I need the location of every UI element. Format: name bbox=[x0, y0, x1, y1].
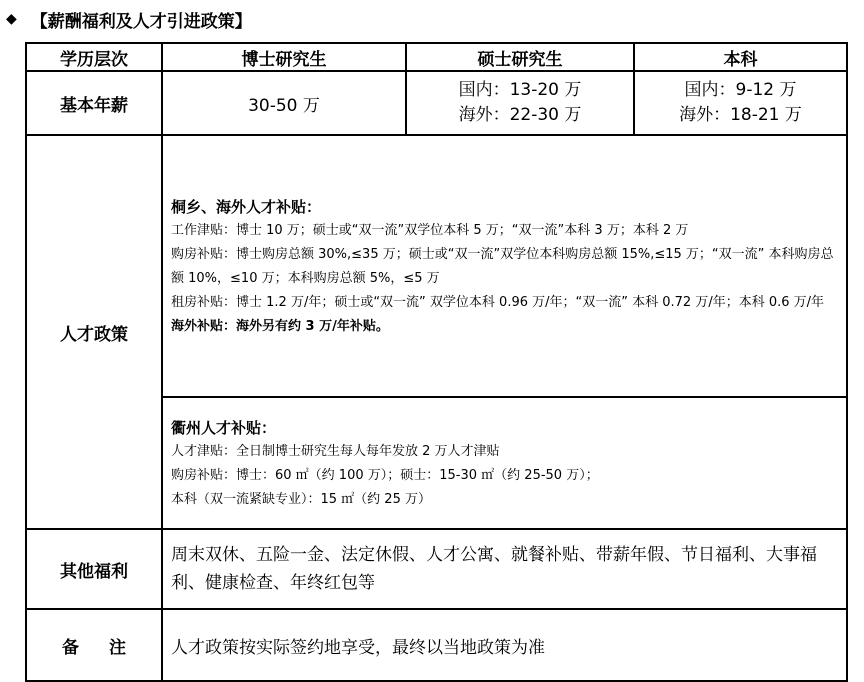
quzhou-bachelor-housing-text: 本科（双一流紧缺专业）：15 ㎡（约 25 万） bbox=[171, 492, 431, 507]
talent-policy-row-tongxiang bbox=[26, 135, 847, 397]
notes-text: 人才政策按实际签约地享受，最终以当地政策为准 bbox=[162, 609, 847, 681]
talent-policy-label: 人才政策 bbox=[26, 135, 162, 529]
other-welfare-label: 其他福利 bbox=[26, 529, 162, 609]
header-master: 硕士研究生 bbox=[406, 43, 634, 71]
header-bachelor: 本科 bbox=[634, 43, 847, 71]
tongxiang-subsidy-cell bbox=[162, 135, 847, 397]
header-education-level: 学历层次 bbox=[26, 43, 162, 71]
other-welfare-row bbox=[26, 529, 847, 609]
work-allowance-text: 工作津贴：博士 10 万；硕士或“双一流”双学位本科 5 万；“双一流”本科 3 万；本科 2 万 bbox=[171, 223, 689, 238]
table-header-row bbox=[26, 43, 847, 71]
master-salary-overseas: 海外：22-30 万 bbox=[458, 105, 582, 125]
diamond-bullet-icon: ◆ bbox=[6, 11, 17, 27]
tongxiang-subsidy-title: 桐乡、海外人才补贴： bbox=[171, 198, 322, 216]
section-heading bbox=[6, 6, 252, 32]
base-salary-label: 基本年薪 bbox=[26, 71, 162, 135]
bachelor-salary bbox=[634, 71, 847, 135]
quzhou-housing-subsidy-text: 购房补贴：博士：60 ㎡（约 100 万）；硕士：15-30 ㎡（约 25-50 万）； bbox=[171, 468, 599, 483]
overseas-subsidy-text: 海外补贴：海外另有约 3 万/年补贴。 bbox=[171, 319, 389, 334]
section-title: 【薪酬福利及人才引进政策】 bbox=[30, 11, 252, 32]
other-welfare-text: 周末双休、五险一金、法定休假、人才公寓、就餐补贴、带薪年假、节日福利、大事福利、健康检查、年终红包等 bbox=[162, 529, 847, 609]
housing-purchase-subsidy-text: 购房补贴：博士购房总额 30%,≤35 万；硕士或“双一流”双学位本科购房总额 15%,≤15 万；“双一流” 本科购房总额 10%，≤10 万；本科购房总额 5%，≤5 万 bbox=[171, 247, 834, 286]
notes-label-text: 备注 bbox=[62, 637, 156, 658]
bachelor-salary-domestic: 国内：9-12 万 bbox=[684, 80, 797, 100]
quzhou-subsidy-title: 衢州人才补贴： bbox=[171, 419, 277, 437]
quzhou-subsidy-cell bbox=[162, 397, 847, 529]
notes-label bbox=[26, 609, 162, 681]
base-salary-row bbox=[26, 71, 847, 135]
bachelor-salary-overseas: 海外：18-21 万 bbox=[679, 105, 802, 125]
talent-allowance-text: 人才津贴：全日制博士研究生每人每年发放 2 万人才津贴 bbox=[171, 444, 500, 459]
master-salary-domestic: 国内：13-20 万 bbox=[458, 80, 582, 100]
compensation-policy-table bbox=[25, 42, 848, 682]
rental-subsidy-text: 租房补贴：博士 1.2 万/年；硕士或“双一流” 双学位本科 0.96 万/年；“双一流” 本科 0.72 万/年；本科 0.6 万/年 bbox=[171, 295, 825, 310]
master-salary bbox=[406, 71, 634, 135]
notes-row bbox=[26, 609, 847, 681]
phd-salary: 30-50 万 bbox=[162, 71, 406, 135]
header-phd: 博士研究生 bbox=[162, 43, 406, 71]
